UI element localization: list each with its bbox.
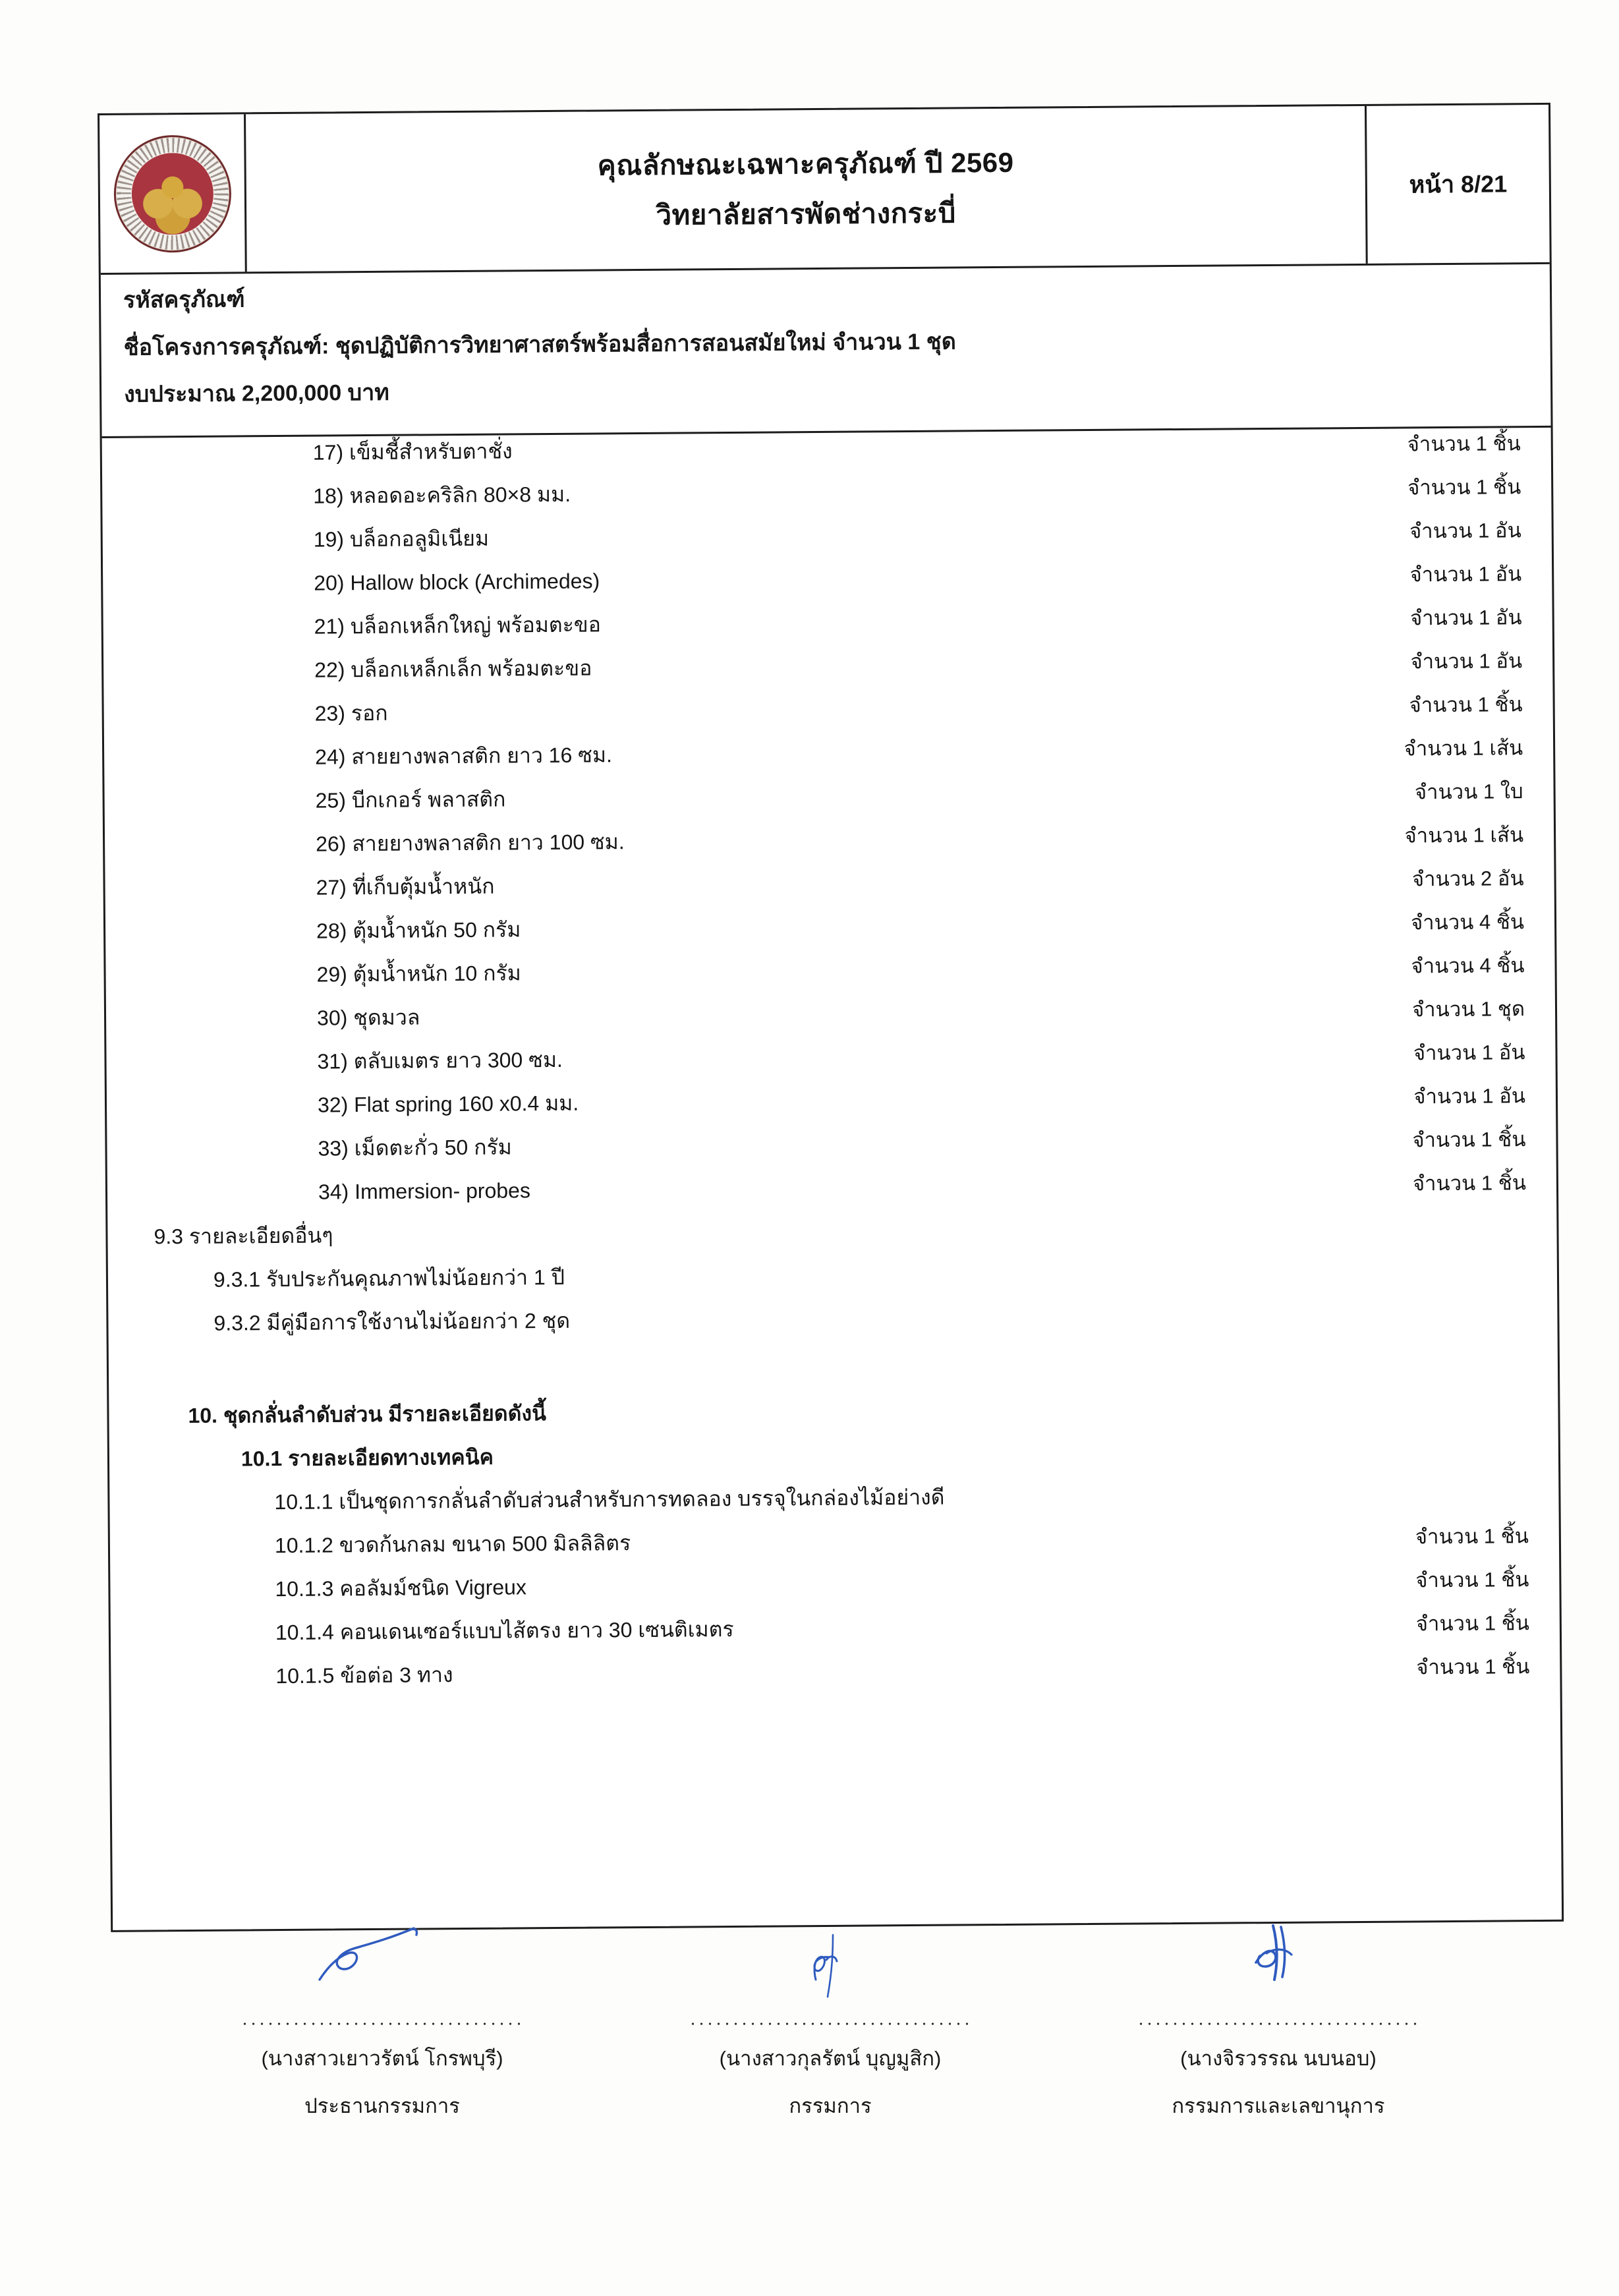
asset-code-label: รหัสครุภัณฑ์ [123,287,245,313]
section-10-heading: 10. ชุดกลั่นลำดับส่วน มีรายละเอียดดังนี้ [188,1401,547,1428]
item-quantity: จำนวน 1 ชุด [1411,997,1525,1021]
item-label: 23) รอก [314,701,388,726]
item-label: 10.1.4 คอนเดนเซอร์แบบไส้ตรง ยาว 30 เซนติเมตร [275,1617,734,1645]
signature-column-committee [619,1984,1041,2260]
signature-block [132,1984,1516,2260]
signature-ink-2 [745,1919,916,1998]
item-label: 30) ชุดมวล [316,1005,420,1030]
signature-ink-3 [1193,1919,1364,1998]
emblem-ring-text [115,136,229,250]
document-meta-block [101,264,1551,438]
item-label: 31) ตลับเมตร ยาว 300 ซม. [317,1047,563,1074]
signature-column-chairperson [171,1984,593,2260]
signature-name: (นางจิรวรรณ นบนอบ) [1180,2047,1377,2070]
document-title-line2: วิทยาลัยสารพัดช่างกระบี่ [656,196,956,231]
item-quantity: จำนวน 1 ชิ้น [1415,1611,1529,1636]
vocational-education-commission-emblem-icon [113,134,231,252]
item-label: 28) ตุ้มน้ำหนัก 50 กรัม [316,917,521,943]
signature-role: กรรมการ [789,2094,872,2117]
item-label: 32) Flat spring 160 x0.4 มม. [317,1091,579,1117]
item-label: 26) สายยางพลาสติก ยาว 100 ซม. [316,830,625,856]
item-label: 21) บล็อกเหล็กใหญ่ พร้อมตะขอ [314,612,602,639]
project-name-label: ชื่อโครงการครุภัณฑ์: ชุดปฏิบัติการวิทยาศาสตร์พร้อมสื่อการสอนสมัยใหม่ จำนวน 1 ชุด [123,329,956,360]
item-label: 27) ที่เก็บตุ้มน้ำหนัก [316,874,495,900]
item-label: 33) เม็ดตะกั่ว 50 กรัม [318,1135,512,1161]
item-label: 22) บล็อกเหล็กเล็ก พร้อมตะขอ [314,656,592,682]
item-label: 24) สายยางพลาสติก ยาว 16 ซม. [315,743,613,769]
section-10-subheading: 10.1 รายละเอียดทางเทคนิค [241,1445,494,1471]
header-title-cell [246,106,1368,272]
item-quantity: จำนวน 4 ชิ้น [1410,910,1525,934]
signature-ink-1 [297,1919,468,1998]
signature-column-secretary [1067,1984,1489,2260]
item-label: 19) บล็อกอลูมิเนียม [313,526,490,552]
budget-label: งบประมาณ 2,200,000 บาท [123,380,389,408]
item-label: 18) หลอดอะคริลิก 80×8 มม. [313,482,571,508]
document-table-frame [98,103,1564,1932]
item-quantity: จำนวน 1 อัน [1409,562,1522,587]
table-row [111,1656,1560,1710]
signature-role: กรรมการและเลขานุการ [1172,2094,1385,2117]
item-quantity: จำนวน 1 ชิ้น [1416,1655,1530,1679]
item-label: 34) Immersion- probes [318,1178,531,1204]
item-quantity: จำนวน 4 ชิ้น [1411,954,1525,978]
document-header-row [99,105,1550,275]
signature-role: ประธานกรรมการ [304,2094,460,2117]
item-quantity: จำนวน 1 ชิ้น [1412,1128,1526,1152]
document-title-line1: คุณลักษณะเฉพาะครุภัณฑ์ ปี 2569 [597,146,1014,181]
section-9-3-line: 9.3.1 รับประกันคุณภาพไม่น้อยกว่า 1 ปี [213,1265,565,1292]
item-label: 17) เข็มชี้สำหรับตาชั่ง [312,439,513,465]
item-quantity: จำนวน 1 ชิ้น [1415,1524,1529,1549]
document-body [102,428,1562,1930]
item-quantity: จำนวน 1 เส้น [1404,823,1524,847]
item-quantity: จำนวน 1 ใบ [1414,780,1523,804]
item-quantity: จำนวน 2 อัน [1411,867,1524,891]
item-label: 10.1.3 คอลัมม์ชนิด Vigreux [275,1575,527,1601]
item-label: 10.1.1 เป็นชุดการกลั่นลำดับส่วนสำหรับการทดลอง บรรจุในกล่องไม้อย่างดี [274,1485,945,1514]
item-label: 25) บีกเกอร์ พลาสติก [315,787,506,813]
signature-name: (นางสาวกุลรัตน์ บุญมูสิก) [719,2047,942,2070]
item-label: 20) Hallow block (Archimedes) [314,569,600,595]
item-quantity: จำนวน 1 ชิ้น [1409,693,1523,717]
page-number-label: หน้า 8/21 [1409,170,1508,198]
item-label: 10.1.5 ข้อต่อ 3 ทาง [275,1663,453,1688]
item-quantity: จำนวน 1 อัน [1413,1041,1525,1065]
item-quantity: จำนวน 1 อัน [1409,519,1521,543]
header-page-cell [1367,105,1550,264]
signature-dotted-line [241,2022,524,2026]
signature-dotted-line [689,2022,972,2026]
item-quantity: จำนวน 1 ชิ้น [1415,1568,1529,1592]
item-quantity: จำนวน 1 ชิ้น [1407,432,1521,456]
item-quantity: จำนวน 1 ชิ้น [1412,1171,1527,1195]
section-9-3-line: 9.3.2 มีคู่มือการใช้งานไม่น้อยกว่า 2 ชุด [213,1308,571,1335]
item-quantity: จำนวน 1 ชิ้น [1407,475,1521,500]
item-quantity: จำนวน 1 อัน [1409,606,1522,630]
item-label: 10.1.2 ขวดก้นกลม ขนาด 500 มิลลิลิตร [274,1531,631,1558]
signature-name: (นางสาวเยาวรัตน์ โกรพบุรี) [261,2047,503,2070]
section-9-3-heading: 9.3 รายละเอียดอื่นๆ [154,1223,333,1249]
item-quantity: จำนวน 1 อัน [1413,1084,1526,1108]
item-label: 29) ตุ้มน้ำหนัก 10 กรัม [316,961,521,987]
item-quantity: จำนวน 1 อัน [1410,649,1523,674]
item-quantity: จำนวน 1 เส้น [1404,736,1523,761]
header-logo-cell [99,114,247,273]
signature-dotted-line [1137,2022,1420,2026]
